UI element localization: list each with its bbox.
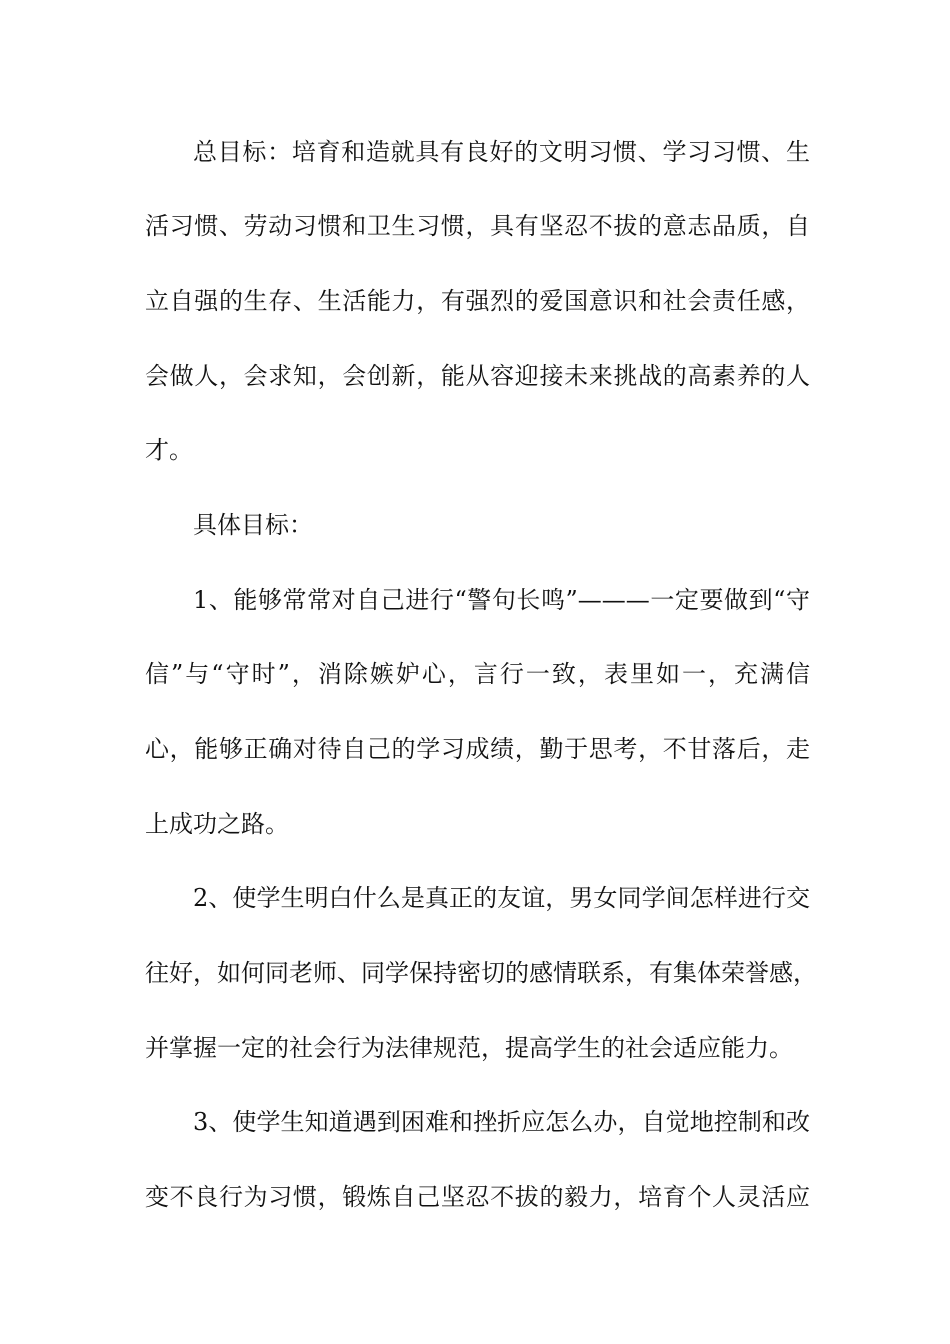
text-line-13: 并掌握一定的社会行为法律规范，提高学生的社会适应能力。: [145, 1034, 793, 1062]
text-line-9: 心，能够正确对待自己的学习成绩，勤于思考，不甘落后，走: [145, 735, 810, 763]
text-line-15: 变不良行为习惯，锻炼自己坚忍不拔的毅力，培育个人灵活应: [145, 1183, 810, 1211]
text-line-10: 上成功之路。: [145, 810, 289, 838]
text-line-7: 1、能够常常对自己进行“警句长鸣”———一定要做到“守: [193, 586, 810, 614]
text-line-12: 往好，如何同老师、同学保持密切的感情联系，有集体荣誉感，: [145, 959, 817, 987]
text-line-11: 2、使学生明白什么是真正的友谊，男女同学间怎样进行交: [193, 884, 810, 912]
text-line-2: 活习惯、劳动习惯和卫生习惯，具有坚忍不拔的意志品质，自: [145, 212, 810, 240]
text-line-14: 3、使学生知道遇到困难和挫折应怎么办，自觉地控制和改: [193, 1108, 810, 1136]
text-line-6: 具体目标：: [193, 511, 313, 539]
text-line-3: 立自强的生存、生活能力，有强烈的爱国意识和社会责任感，: [145, 287, 810, 315]
text-line-5: 才。: [145, 436, 193, 464]
text-line-4: 会做人，会求知，会创新，能从容迎接未来挑战的高素养的人: [145, 362, 810, 390]
text-line-1: 总目标：培育和造就具有良好的文明习惯、学习习惯、生: [193, 138, 810, 166]
text-line-8: 信”与“守时”，消除嫉妒心，言行一致，表里如一，充满信: [145, 660, 810, 688]
